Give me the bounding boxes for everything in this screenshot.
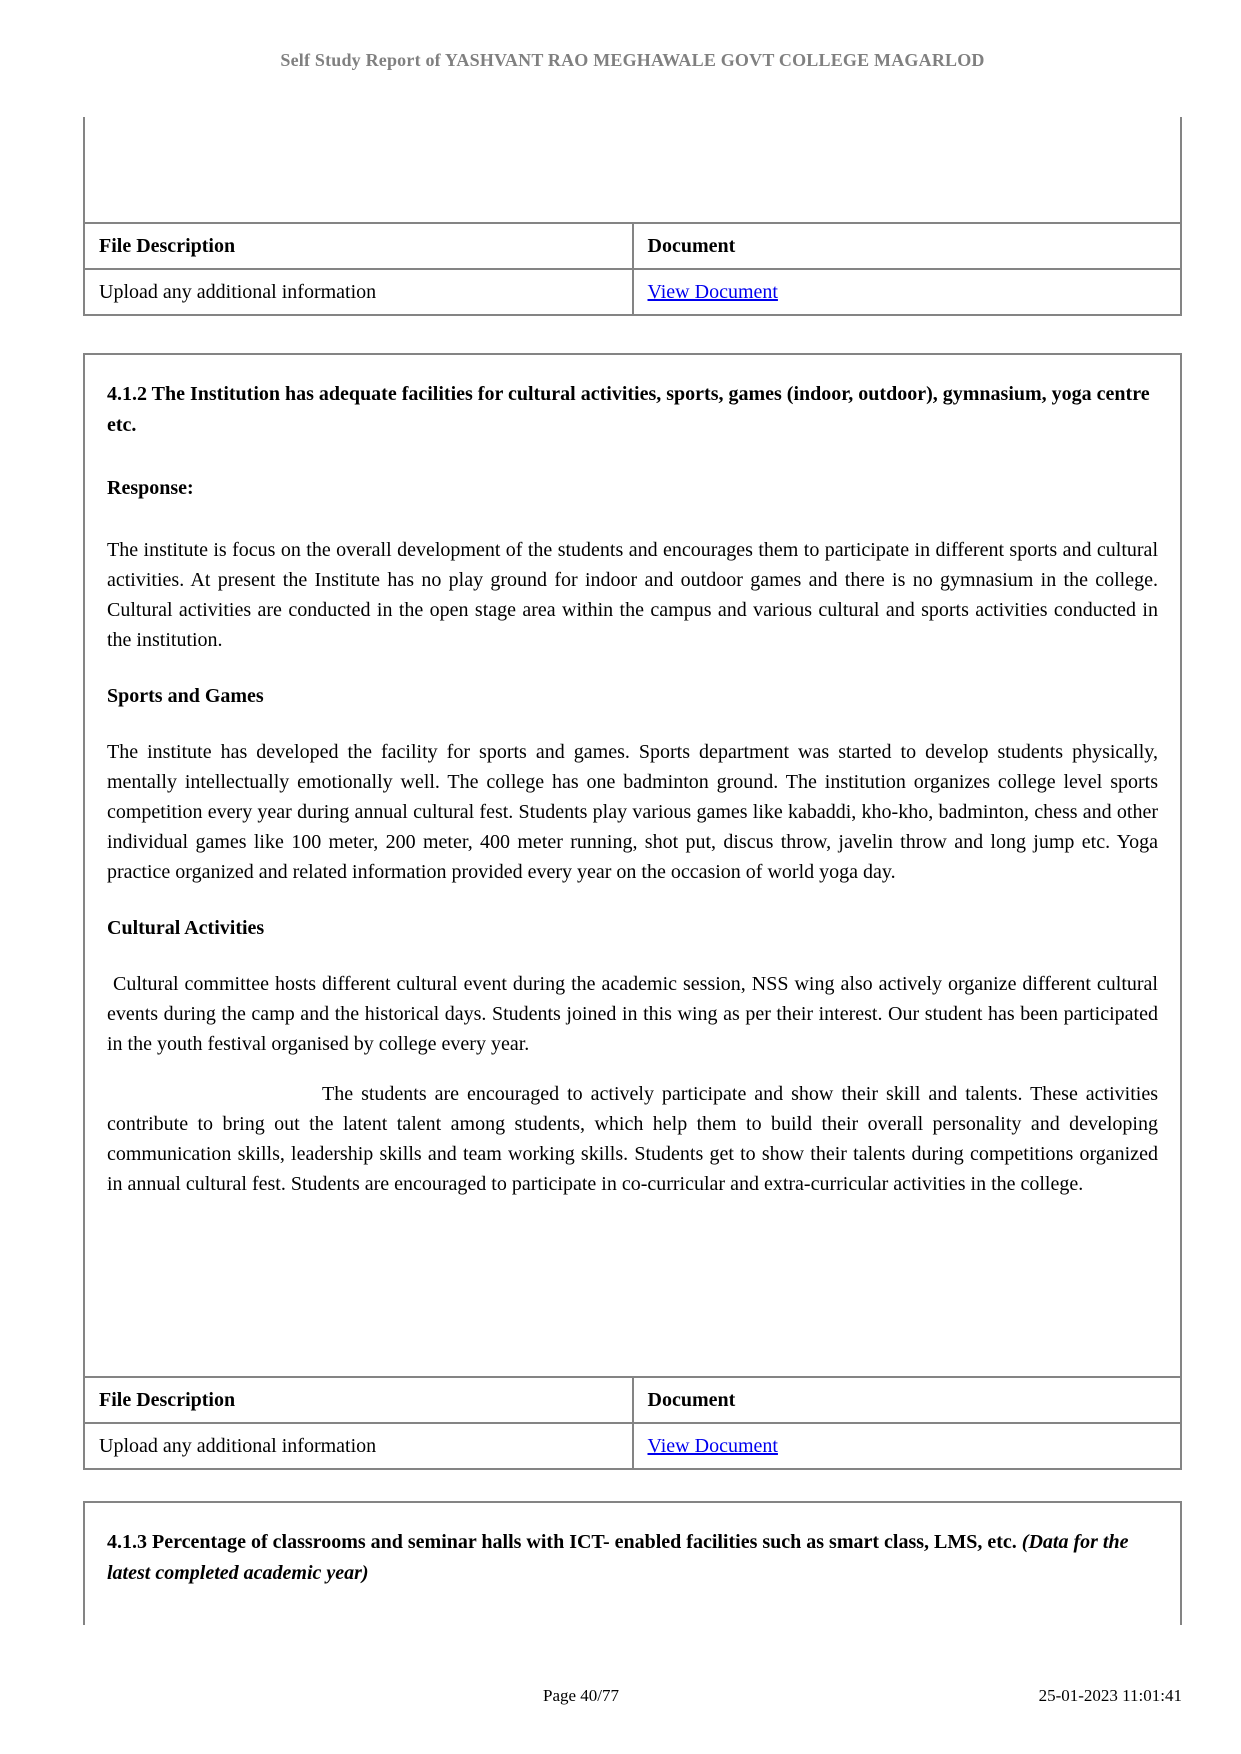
table-header-row [84,223,1181,269]
sports-paragraph: The institute has developed the facility for sports and games. Sports department was started to develop students physically, mentally intellectually emotionally well. The college has one badminton ground. The institution organizes college level sports competition every year during annual cultural fest. Students play various games like kabaddi, kho-kho, badminton, chess and other individual games like 100 meter, 200 meter, 400 meter running, shot put, discus throw, javelin throw and long jump etc. Yoga practice organized and related information provided every year on the occasion of world yoga day. [107,741,1158,883]
view-document-link[interactable]: View Document [647,1434,778,1457]
document-header: Document [633,223,1182,269]
students-encouraged-paragraph: The students are encouraged to actively participate and show their skill and talents. These activities contribute to bring out the latent talent among students, which help them to build their overall personality and developing communication skills, leadership skills and team working skills. Students get to show their talents during competitions organized in annual cultural fest. Students are encouraged to participate in co-curricular and extra-curricular activities in the college. [107,1083,1158,1195]
file-description-table-2 [83,1376,1182,1470]
table-row [84,1423,1181,1469]
section-4-1-3-heading-note: (Data for the latest completed academic year) [107,1531,1129,1584]
page-content [83,117,1182,1625]
section-4-1-2-box [83,353,1182,1376]
section-4-1-3-heading-main: 4.1.3 Percentage of classrooms and seminar halls with ICT- enabled facilities such as smart class, LMS, etc. [107,1531,1022,1553]
sports-and-games-heading: Sports and Games [107,685,264,707]
file-description-table-1 [83,222,1182,316]
document-cell [633,269,1182,315]
cultural-activities-heading: Cultural Activities [107,917,265,939]
footer-timestamp: 25-01-2023 11:01:41 [1038,1686,1182,1705]
view-document-link[interactable]: View Document [647,280,778,303]
cultural-paragraph: Cultural committee hosts different cultural event during the academic session, NSS wing also actively organize different cultural events during the camp and the historical days. Students joined in this wing as per their interest. Our student has been participated in the youth festival organised by college every year. [107,973,1158,1055]
page-header-title: Self Study Report of YASHVANT RAO MEGHAWALE GOVT COLLEGE MAGARLOD [280,50,985,70]
section-4-1-3-heading [107,1527,1158,1589]
section-4-1-3-box [83,1501,1182,1625]
table-row [84,269,1181,315]
response-paragraph-1: The institute is focus on the overall development of the students and encourages them to participate in different sports and cultural activities. At present the Institute has no play ground for indoor and outdoor games and there is no gymnasium in the college. Cultural activities are conducted in the open stage area within the campus and various cultural and sports activities conducted in the institution. [107,539,1158,651]
response-label: Response: [107,477,194,499]
file-description-cell: Upload any additional information [84,269,633,315]
document-cell [633,1423,1182,1469]
file-description-cell: Upload any additional information [84,1423,633,1469]
page-footer [83,1686,1182,1710]
file-description-header: File Description [84,223,633,269]
previous-section-continuation-box [83,117,1182,222]
footer-page-number: Page 40/77 [542,1686,620,1705]
section-4-1-2-heading: 4.1.2 The Institution has adequate facilities for cultural activities, sports, games (indoor, outdoor), gymnasium, yoga centre etc. [107,383,1150,436]
table-header-row [84,1377,1181,1423]
file-description-header: File Description [84,1377,633,1423]
document-header: Document [633,1377,1182,1423]
